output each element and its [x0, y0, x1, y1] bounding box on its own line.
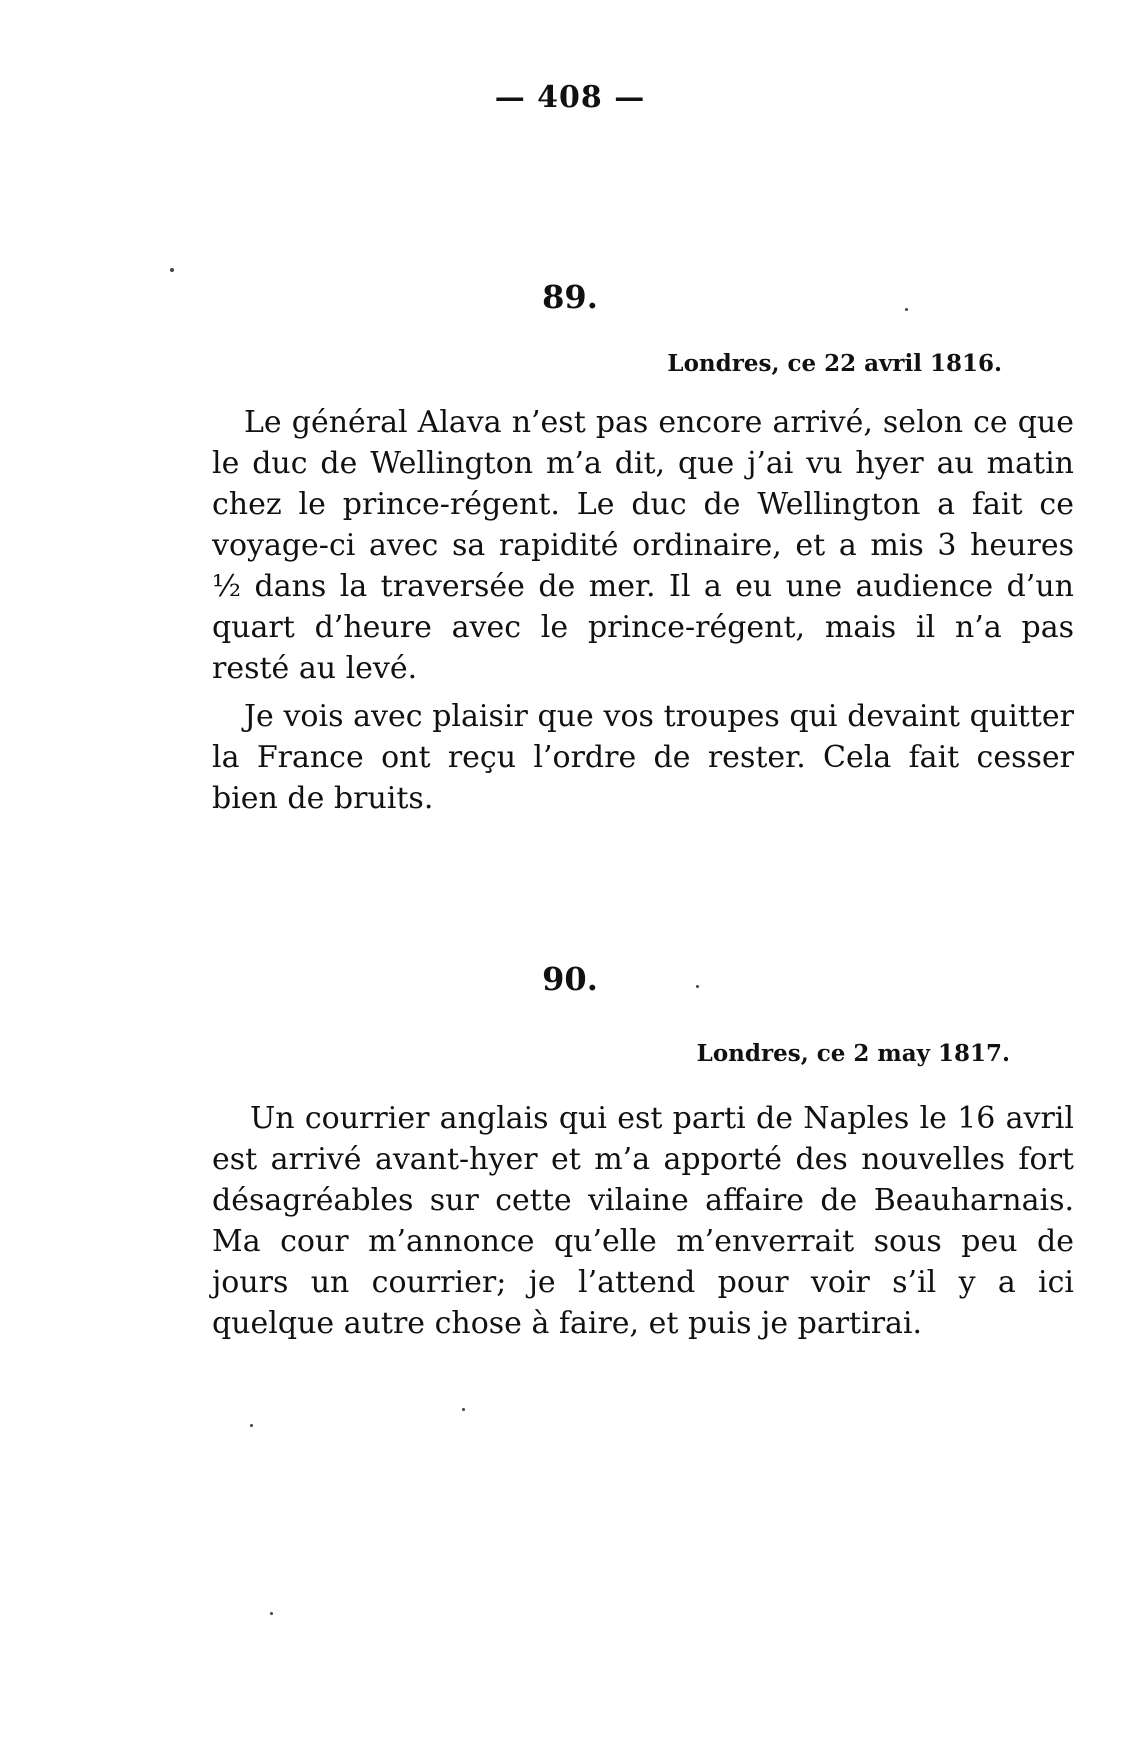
letter-paragraph: Je vois avec plaisir que vos troupes qui devaint quitter la France ont reçu l’ordre de rester. Cela fait cesser bien de bruits. [212, 699, 1074, 816]
letter-paragraph: Un courrier anglais qui est parti de Naples le 16 avril est arrivé avant-hyer et m’a apporté des nouvelles fort désagréables sur cette vilaine affaire de Beauharnais. Ma cour m’annonce qu’elle m’enverrait sous peu de jours un courrier; je l’attend pour voir s’il y a ici quelque autre chose à faire, et puis je partirai. [212, 1101, 1074, 1341]
scan-speck [696, 985, 699, 988]
letter-paragraph: Le général Alava n’est pas encore arrivé, selon ce que le duc de Wellington m’a dit, que j’ai vu hyer au matin chez le prince-régent. Le duc de Wellington a fait ce voyage-ci avec sa rapidité ordinaire, et a mis 3 heures ½ dans la traversée de mer. Il a eu une audience d’un quart d’heure avec le prince-régent, mais il n’a pas resté au levé. [212, 405, 1074, 686]
scan-speck [270, 1612, 273, 1615]
scan-speck [462, 1408, 465, 1411]
letter-number: 90. [542, 960, 598, 998]
scan-speck [250, 1424, 253, 1427]
letter-date: Londres, ce 2 may 1817. [696, 1040, 1010, 1067]
letter-number: 89. [542, 278, 598, 316]
scan-speck [905, 308, 908, 311]
letter-date: Londres, ce 22 avril 1816. [667, 350, 1002, 377]
scan-speck [170, 268, 174, 272]
page-number: — 408 — [494, 80, 646, 115]
